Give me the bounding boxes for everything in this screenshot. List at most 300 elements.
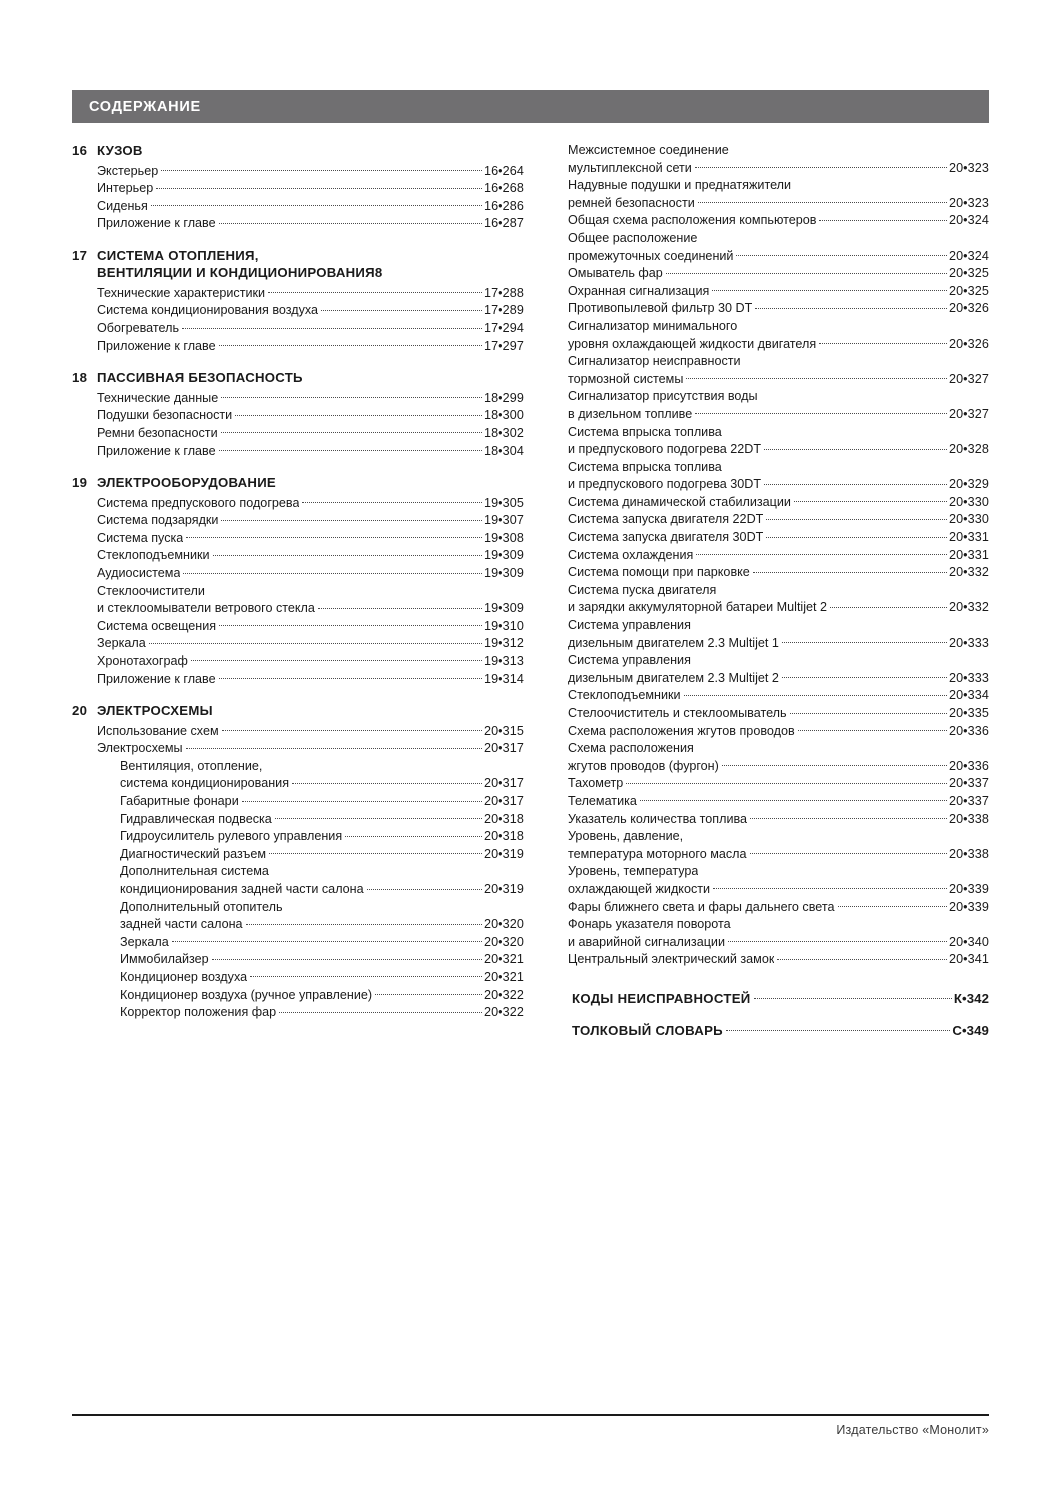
- toc-entry[interactable]: [568, 388, 989, 406]
- toc-entry[interactable]: [568, 212, 989, 230]
- dot-leader: [219, 344, 482, 346]
- dot-leader: [819, 219, 947, 221]
- toc-entry[interactable]: [72, 215, 524, 233]
- dot-leader: [819, 342, 947, 344]
- toc-entry-page: 16•287: [483, 216, 524, 231]
- toc-entry-label: Система пуска: [97, 530, 184, 545]
- dot-leader: [695, 166, 947, 168]
- toc-entry[interactable]: [568, 863, 989, 881]
- toc-entry-page: 20•329: [948, 477, 989, 492]
- dot-leader: [219, 677, 482, 679]
- toc-entry-label: Кондиционер воздуха: [120, 969, 248, 984]
- toc-entry-label: Фонарь указателя поворота: [568, 917, 731, 932]
- toc-entry[interactable]: [72, 793, 524, 811]
- toc-entry[interactable]: [568, 599, 989, 617]
- dot-leader: [750, 852, 947, 854]
- dot-leader: [246, 923, 482, 925]
- toc-entry-page: 20•322: [483, 987, 524, 1002]
- toc-entry-label: и стеклоомыватели ветрового стекла: [97, 601, 315, 616]
- dot-leader: [666, 272, 947, 274]
- toc-entry-label: Омыватель фар: [568, 266, 663, 281]
- section-spacer: [568, 1008, 989, 1021]
- toc-entry[interactable]: [568, 934, 989, 952]
- toc-entry[interactable]: [568, 899, 989, 917]
- dot-leader: [219, 222, 482, 224]
- toc-entry-page: 20•341: [948, 952, 989, 967]
- toc-entry[interactable]: [72, 618, 524, 636]
- toc-entry-label: Система впрыска топлива: [568, 459, 722, 474]
- toc-major-page: К•342: [953, 990, 989, 1006]
- toc-entry-label: Указатель количества топлива: [568, 811, 748, 826]
- dot-leader: [183, 572, 482, 574]
- toc-entry[interactable]: [568, 951, 989, 969]
- toc-entry[interactable]: [72, 407, 524, 425]
- toc-entry[interactable]: [72, 899, 524, 917]
- toc-major-page: С•349: [952, 1022, 989, 1038]
- toc-entry-label: Приложение к главе: [97, 443, 216, 458]
- toc-entry[interactable]: [72, 512, 524, 530]
- toc-entry-label: Гидравлическая подвеска: [120, 811, 272, 826]
- toc-entry[interactable]: [72, 723, 524, 741]
- toc-entry[interactable]: [72, 881, 524, 899]
- dot-leader: [686, 377, 947, 379]
- toc-entry[interactable]: [72, 969, 524, 987]
- toc-entry-label: уровня охлаждающей жидкости двигателя: [568, 336, 817, 351]
- dot-leader: [375, 993, 482, 995]
- toc-entry-label: Гидроусилитель рулевого управления: [120, 829, 343, 844]
- toc-entry-label: Подушки безопасности: [97, 408, 233, 423]
- toc-entry-label: Вентиляция, отопление,: [120, 758, 263, 773]
- toc-entry[interactable]: [568, 353, 989, 371]
- dot-leader: [695, 412, 947, 414]
- toc-entry-page: 19•313: [483, 653, 524, 668]
- toc-entry[interactable]: [568, 441, 989, 459]
- toc-entry[interactable]: [72, 443, 524, 461]
- toc-entry-label: Система пуска двигателя: [568, 582, 717, 597]
- toc-right-column: [568, 142, 989, 1040]
- toc-entry[interactable]: [72, 740, 524, 758]
- dot-leader: [626, 782, 947, 784]
- toc-entry[interactable]: [568, 177, 989, 195]
- dot-leader: [269, 852, 482, 854]
- chapter-title-line: СИСТЕМА ОТОПЛЕНИЯ,: [97, 247, 259, 263]
- toc-entry[interactable]: [72, 565, 524, 583]
- toc-entry-label: Дополнительная система: [120, 864, 269, 879]
- dot-leader: [182, 327, 482, 329]
- dot-leader: [700, 237, 987, 238]
- footer-divider: [72, 1414, 989, 1416]
- toc-entry[interactable]: [568, 476, 989, 494]
- contents-header-bar: [72, 90, 989, 123]
- toc-entry-page: 19•307: [483, 513, 524, 528]
- dot-leader: [719, 589, 987, 590]
- dot-leader: [790, 712, 947, 714]
- toc-entry[interactable]: [568, 406, 989, 424]
- toc-entry[interactable]: [568, 723, 989, 741]
- toc-entry[interactable]: [72, 600, 524, 618]
- toc-entry[interactable]: [72, 530, 524, 548]
- toc-chapter: [72, 474, 524, 688]
- toc-entry-label: Система запуска двигателя 30DT: [568, 530, 764, 545]
- dot-leader: [701, 871, 987, 872]
- toc-entry[interactable]: [568, 670, 989, 688]
- dot-leader: [744, 361, 987, 362]
- toc-entry-label: тормозной системы: [568, 371, 684, 386]
- toc-entry-label: Межсистемное соединение: [568, 143, 729, 157]
- toc-entry-page: 17•289: [483, 303, 524, 318]
- toc-entry-label: Стеклоочистители: [97, 583, 205, 598]
- toc-entry-page: 20•337: [948, 776, 989, 791]
- toc-entry-label: Стеклоподъемники: [568, 688, 681, 703]
- toc-entry-page: 19•309: [483, 566, 524, 580]
- toc-entry-page: 18•299: [483, 390, 524, 405]
- toc-entry[interactable]: [72, 653, 524, 671]
- dot-leader: [213, 554, 482, 556]
- publisher-label: Издательство «Монолит»: [836, 1423, 989, 1437]
- toc-entry-page: 20•326: [948, 336, 989, 351]
- toc-entry-label: Система кондиционирования воздуха: [97, 303, 319, 318]
- toc-entry-label: в дизельном топливе: [568, 406, 693, 421]
- toc-entry[interactable]: [568, 811, 989, 829]
- dot-leader: [782, 676, 947, 678]
- dot-leader: [272, 871, 522, 872]
- dot-leader: [777, 958, 947, 960]
- dot-leader: [302, 501, 481, 503]
- toc-entry[interactable]: [568, 283, 989, 301]
- dot-leader: [782, 641, 947, 643]
- toc-entry[interactable]: [72, 758, 524, 776]
- toc-entry-label: Система впрыска топлива: [568, 424, 722, 439]
- toc-entry-label: Диагностический разъем: [120, 846, 267, 861]
- dot-leader: [684, 694, 947, 696]
- toc-entry-label: Приложение к главе: [97, 671, 216, 686]
- chapter-number: 17: [72, 247, 88, 263]
- toc-entry[interactable]: [568, 775, 989, 793]
- toc-entry-label: Кондиционер воздуха (ручное управление): [120, 987, 373, 1002]
- dot-leader: [318, 607, 482, 609]
- chapter-title: [97, 142, 524, 160]
- dot-leader: [219, 624, 482, 626]
- toc-entry[interactable]: [568, 195, 989, 213]
- toc-entry-label: Противопылевой фильтр 30 DT: [568, 301, 753, 316]
- toc-entry[interactable]: [568, 336, 989, 354]
- toc-entry-page: 20•331: [948, 530, 989, 545]
- dot-leader: [250, 975, 482, 977]
- toc-entry-label: задней части салона: [120, 917, 243, 932]
- toc-entry[interactable]: [72, 425, 524, 443]
- toc-entry-page: 20•339: [948, 881, 989, 896]
- toc-entry[interactable]: [72, 987, 524, 1005]
- dot-leader: [755, 307, 947, 309]
- toc-entry[interactable]: [72, 320, 524, 338]
- toc-entry[interactable]: [72, 916, 524, 934]
- toc-entry-page: 20•324: [948, 248, 989, 263]
- toc-entry-page: 19•309: [483, 601, 524, 616]
- toc-entry-page: 20•327: [948, 371, 989, 386]
- toc-entry[interactable]: [568, 652, 989, 670]
- toc-entry-label: ремней безопасности: [568, 195, 695, 210]
- toc-entry-label: Стеклоподъемники: [97, 548, 210, 563]
- dot-leader: [726, 1029, 950, 1031]
- dot-leader: [268, 291, 482, 293]
- toc-major-entry[interactable]: [568, 1021, 989, 1040]
- toc-entry[interactable]: [72, 934, 524, 952]
- toc-entry[interactable]: [72, 951, 524, 969]
- toc-entry-page: 19•309: [483, 548, 524, 563]
- chapter-heading[interactable]: [72, 369, 524, 387]
- toc-entry[interactable]: [568, 582, 989, 600]
- toc-chapter: [72, 369, 524, 460]
- toc-major-label: ТОЛКОВЫЙ СЛОВАРЬ: [572, 1022, 723, 1038]
- toc-entry-label: дизельным двигателем 2.3 Multijet 2: [568, 670, 779, 685]
- toc-entry[interactable]: [568, 635, 989, 653]
- toc-entry[interactable]: [72, 811, 524, 829]
- toc-entry-page: 20•334: [948, 688, 989, 703]
- toc-entry-label: кондиционирования задней части салона: [120, 882, 364, 896]
- toc-major-entry[interactable]: [568, 989, 989, 1008]
- toc-entry-label: Уровень, давление,: [568, 829, 684, 844]
- toc-entry-label: и аварийной сигнализации: [568, 934, 725, 949]
- toc-entry-page: 20•318: [483, 811, 524, 826]
- toc-entry[interactable]: [568, 547, 989, 565]
- toc-entry-page: 20•333: [948, 635, 989, 650]
- dot-leader: [764, 448, 947, 450]
- dot-leader: [212, 958, 482, 960]
- dot-leader: [275, 817, 482, 819]
- toc-entry-label: Тахометр: [568, 776, 624, 791]
- toc-entry-label: Общее расположение: [568, 230, 698, 245]
- toc-entry-page: 20•327: [948, 406, 989, 421]
- toc-entry-label: Уровень, температура: [568, 864, 699, 879]
- toc-entry-label: Экстерьер: [97, 163, 159, 178]
- toc-entry-page: 20•319: [483, 882, 524, 896]
- toc-entry-page: 20•321: [483, 969, 524, 984]
- chapter-heading[interactable]: [72, 474, 524, 492]
- toc-entry-label: Система управления: [568, 653, 691, 668]
- toc-entry-label: Центральный электрический замок: [568, 952, 775, 967]
- toc-entry-label: Фары ближнего света и фары дальнего света: [568, 899, 835, 914]
- toc-entry[interactable]: [568, 793, 989, 811]
- toc-entry[interactable]: [72, 863, 524, 881]
- dot-leader: [798, 729, 947, 731]
- toc-entry[interactable]: [568, 687, 989, 705]
- dot-leader: [219, 449, 482, 451]
- toc-entry[interactable]: [568, 371, 989, 389]
- toc-entry-page: 20•320: [483, 934, 524, 949]
- toc-entry-page: 17•297: [483, 338, 524, 353]
- toc-entry[interactable]: [568, 142, 989, 160]
- chapter-number: 20: [72, 703, 88, 719]
- toc-entry-label: Сиденья: [97, 198, 148, 213]
- toc-entry-label: Интерьер: [97, 181, 154, 196]
- toc-entry[interactable]: [568, 846, 989, 864]
- chapter-title: [97, 369, 524, 387]
- chapter-title-line: КУЗОВ: [97, 143, 143, 158]
- dot-leader: [696, 553, 947, 555]
- toc-entry[interactable]: [72, 671, 524, 689]
- toc-entry[interactable]: [72, 302, 524, 320]
- toc-entry-label: Технические данные: [97, 390, 219, 405]
- dot-leader: [736, 254, 947, 256]
- toc-entry-page: 20•325: [948, 266, 989, 281]
- toc-entry[interactable]: [72, 1004, 524, 1022]
- toc-entry[interactable]: [568, 705, 989, 723]
- toc-entry-label: и предпускового подогрева 22DT: [568, 442, 762, 457]
- toc-entry[interactable]: [568, 248, 989, 266]
- toc-left-column: [72, 142, 524, 1036]
- section-spacer: [568, 969, 989, 989]
- dot-leader: [151, 204, 482, 206]
- dot-leader: [764, 483, 947, 485]
- chapter-heading[interactable]: [72, 142, 524, 160]
- toc-entry-page: 18•300: [483, 408, 524, 423]
- toc-entry[interactable]: [568, 300, 989, 318]
- toc-entry[interactable]: [72, 583, 524, 601]
- toc-entry-label: Сигнализатор минимального: [568, 318, 738, 333]
- toc-entry-label: Использование схем: [97, 723, 219, 738]
- toc-entry-label: жгутов проводов (фургон): [568, 758, 719, 773]
- toc-entry-page: 20•330: [948, 512, 989, 527]
- toc-entry-label: система кондиционирования: [120, 776, 290, 791]
- toc-entry[interactable]: [72, 495, 524, 513]
- toc-entry-page: 20•340: [948, 934, 989, 949]
- toc-entry[interactable]: [72, 635, 524, 653]
- toc-entry[interactable]: [568, 494, 989, 512]
- dot-leader: [713, 887, 947, 889]
- toc-entry[interactable]: [568, 511, 989, 529]
- toc-entry-label: и зарядки аккумуляторной батареи Multijet 2: [568, 600, 828, 615]
- toc-entry[interactable]: [568, 424, 989, 442]
- toc-entry[interactable]: [568, 529, 989, 547]
- chapter-title: [97, 247, 524, 282]
- dot-leader: [186, 536, 482, 538]
- chapter-heading[interactable]: [72, 702, 524, 720]
- toc-entry[interactable]: [72, 163, 524, 181]
- dot-leader: [766, 536, 947, 538]
- toc-entry-label: Стелоочиститель и стеклоомыватель: [568, 706, 787, 720]
- toc-entry-page: 20•331: [948, 547, 989, 562]
- toc-entry-page: 20•326: [948, 301, 989, 316]
- toc-entry[interactable]: [568, 916, 989, 934]
- toc-entry-label: Система освещения: [97, 618, 217, 633]
- toc-entry-page: 20•317: [483, 794, 524, 809]
- toc-entry[interactable]: [568, 459, 989, 477]
- chapter-title-line: ЭЛЕКТРООБОРУДОВАНИЕ: [97, 475, 276, 491]
- dot-leader: [694, 660, 987, 661]
- dot-leader: [222, 729, 482, 731]
- dot-leader: [838, 905, 947, 907]
- toc-entry[interactable]: [568, 230, 989, 248]
- chapter-title: [97, 702, 524, 720]
- toc-entry[interactable]: [568, 758, 989, 776]
- dot-leader: [740, 325, 987, 326]
- dot-leader: [725, 431, 987, 432]
- toc-entry-page: 20•335: [948, 706, 989, 720]
- toc-entry-page: 20•325: [948, 283, 989, 298]
- toc-entry-label: Электросхемы: [97, 741, 183, 756]
- toc-entry[interactable]: [568, 881, 989, 899]
- toc-entry[interactable]: [568, 617, 989, 635]
- toc-entry[interactable]: [72, 198, 524, 216]
- toc-entry[interactable]: [568, 265, 989, 283]
- dot-leader: [694, 625, 987, 626]
- toc-entry-label: температура моторного масла: [568, 846, 747, 861]
- chapter-heading[interactable]: [72, 247, 524, 282]
- toc-entry-label: Система предпускового подогрева: [97, 495, 300, 510]
- toc-entry-page: 20•338: [948, 811, 989, 826]
- toc-entry[interactable]: [72, 775, 524, 793]
- toc-entry-label: Приложение к главе: [97, 338, 216, 353]
- dot-leader: [697, 748, 987, 749]
- toc-entry-label: Схема расположения жгутов проводов: [568, 723, 795, 738]
- toc-entry-page: 19•310: [483, 618, 524, 633]
- toc-entry-label: Сигнализатор неисправности: [568, 354, 741, 369]
- chapter-number: 19: [72, 475, 88, 491]
- toc-entry[interactable]: [72, 390, 524, 408]
- toc-entry-label: Телематика: [568, 793, 637, 808]
- dot-leader: [732, 150, 987, 151]
- dot-leader: [208, 590, 522, 591]
- dot-leader: [221, 519, 482, 521]
- dot-leader: [712, 289, 947, 291]
- dot-leader: [686, 836, 987, 837]
- toc-entry-label: Система динамической стабилизации: [568, 494, 791, 509]
- toc-entry[interactable]: [72, 180, 524, 198]
- toc-entry-page: 20•328: [948, 442, 989, 457]
- toc-entry[interactable]: [568, 564, 989, 582]
- toc-entry-page: 20•324: [948, 213, 989, 228]
- toc-entry-page: 20•336: [948, 758, 989, 773]
- toc-entry-page: 18•304: [483, 443, 524, 458]
- toc-entry-label: Габаритные фонари: [120, 794, 239, 809]
- toc-entry-page: 16•264: [483, 163, 524, 178]
- dot-leader: [321, 309, 482, 311]
- toc-entry[interactable]: [568, 318, 989, 336]
- toc-entry[interactable]: [72, 285, 524, 303]
- toc-chapter: [72, 142, 524, 233]
- dot-leader: [292, 782, 482, 784]
- toc-entry[interactable]: [72, 547, 524, 565]
- chapter-number: 16: [72, 143, 88, 158]
- toc-entry[interactable]: [72, 338, 524, 356]
- toc-entry[interactable]: [72, 828, 524, 846]
- dot-leader: [186, 747, 482, 749]
- toc-entry-page: 20•320: [483, 917, 524, 932]
- toc-entry-label: Зеркала: [120, 934, 169, 949]
- toc-entry-page: 19•308: [483, 530, 524, 545]
- toc-entry[interactable]: [568, 740, 989, 758]
- dot-leader: [750, 817, 947, 819]
- toc-entry-page: 20•317: [483, 776, 524, 791]
- toc-entry[interactable]: [72, 846, 524, 864]
- toc-entry-label: Система управления: [568, 618, 691, 633]
- toc-entry-page: 20•330: [948, 494, 989, 509]
- toc-entry[interactable]: [568, 160, 989, 178]
- dot-leader: [761, 396, 987, 397]
- toc-entry-label: Охранная сигнализация: [568, 283, 710, 298]
- toc-entry-label: Система помощи при парковке: [568, 565, 750, 580]
- toc-entry-label: Ремни безопасности: [97, 425, 218, 440]
- toc-entry[interactable]: [568, 828, 989, 846]
- dot-leader: [766, 518, 947, 520]
- toc-entry-label: Хронотахограф: [97, 653, 188, 668]
- toc-entry-page: 20•337: [948, 793, 989, 808]
- dot-leader: [728, 940, 947, 942]
- toc-entry-page: 20•315: [483, 723, 524, 738]
- toc-entry-label: промежуточных соединений: [568, 248, 734, 263]
- toc-entry-label: и предпускового подогрева 30DT: [568, 477, 762, 492]
- toc-entry-label: Приложение к главе: [97, 216, 216, 231]
